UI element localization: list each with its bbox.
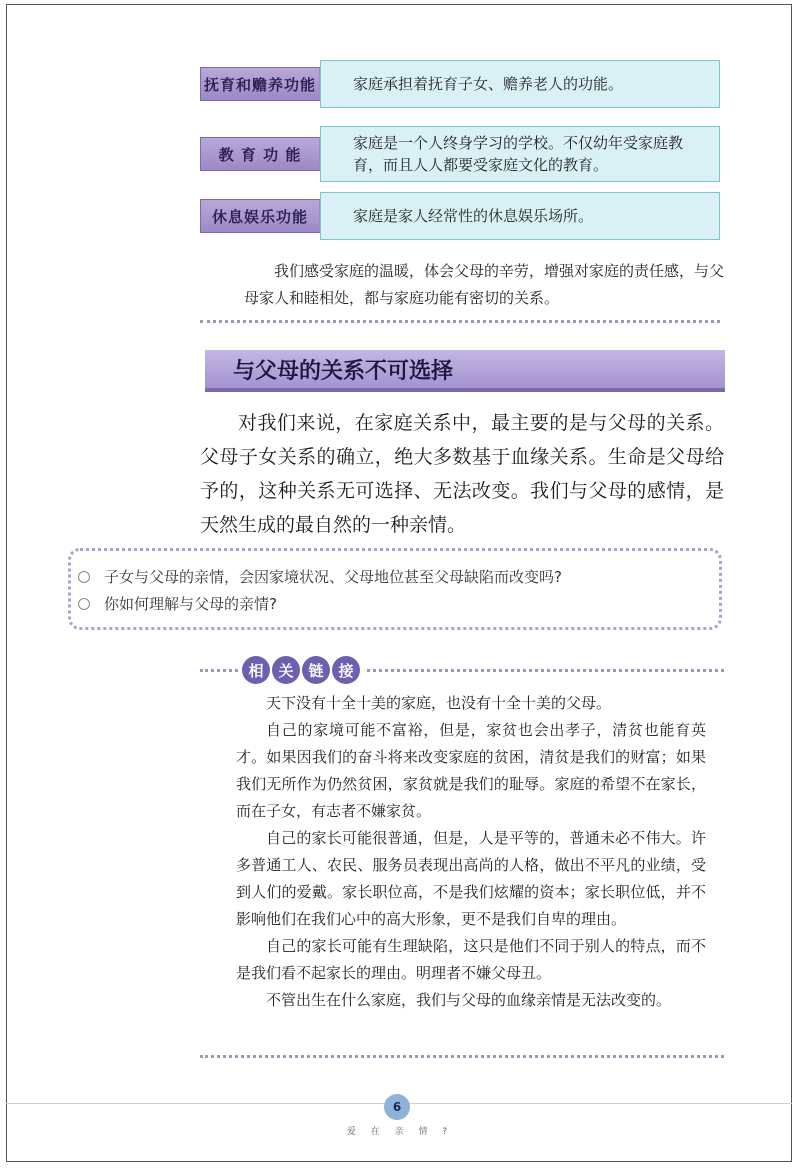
function-label: 休息娱乐功能 [200, 199, 320, 233]
section-title: 与父母的关系不可选择 [205, 350, 725, 392]
badge-char: 关 [272, 656, 300, 684]
function-label: 抚育和赡养功能 [200, 67, 320, 101]
main-paragraph: 对我们来说，在家庭关系中，最主要的是与父母的关系。父母子女关系的确立，绝大多数基于血缘关系。生命是父母给予的，这种关系无可选择、无法改变。我们与父母的感情，是天然生成的最自然的一种亲情。 [200, 412, 724, 536]
question-item [78, 593, 277, 614]
related-links-header [200, 656, 724, 684]
link-paragraph: 自己的家长可能有生理缺陷，这只是他们不同于别人的特点，而不是我们看不起家长的理由。明理者不嫌父母丑。 [236, 937, 706, 982]
question-box [68, 548, 722, 630]
related-links-badge [238, 656, 364, 684]
badge-char: 相 [242, 656, 270, 684]
question-text: 你如何理解与父母的亲情? [104, 595, 277, 613]
badge-char: 接 [332, 656, 360, 684]
divider [200, 1055, 724, 1058]
summary-paragraph: 我们感受家庭的温暖，体会父母的辛劳，增强对家庭的责任感，与父母家人和睦相处，都与家庭功能有密切的关系。 [244, 262, 725, 307]
question-item [78, 566, 562, 587]
divider [200, 320, 720, 323]
function-description: 家庭承担着抚育子女、赡养老人的功能。 [320, 60, 720, 108]
function-description: 家庭是家人经常性的休息娱乐场所。 [320, 192, 720, 240]
link-paragraph: 不管出生在什么家庭，我们与父母的血缘亲情是无法改变的。 [266, 991, 672, 1009]
function-description: 家庭是一个人终身学习的学校。不仅幼年受家庭教育，而且人人都要受家庭文化的教育。 [320, 126, 720, 182]
link-paragraph: 天下没有十全十美的家庭，也没有十全十美的父母。 [266, 694, 612, 712]
function-row-nurture [200, 60, 720, 108]
footer-title: 爱 在 亲 情 ? [346, 1127, 454, 1137]
function-row-leisure [200, 192, 720, 240]
function-row-education [200, 126, 720, 182]
question-text: 子女与父母的亲情，会因家境状况、父母地位甚至父母缺陷而改变吗? [104, 568, 562, 586]
link-paragraph: 自己的家境可能不富裕，但是，家贫也会出孝子，清贫也能育英才。如果因我们的奋斗将来改变家庭的贫困，清贫是我们的财富；如果我们无所作为仍然贫困，家贫就是我们的耻辱。家庭的希望不在家长，而在子女，有志者不嫌家贫。 [236, 721, 706, 820]
related-links-body [236, 690, 706, 1014]
circle-bullet-icon [78, 598, 90, 610]
page-number: 6 [384, 1094, 410, 1120]
link-paragraph: 自己的家长可能很普通，但是，人是平等的，普通未必不伟大。许多普通工人、农民、服务员表现出高尚的人格，做出不平凡的业绩，受到人们的爱戴。家长职位高，不是我们炫耀的资本；家长职位低，并不影响他们在我们心中的高大形象，更不是我们自卑的理由。 [236, 829, 706, 928]
circle-bullet-icon [78, 571, 90, 583]
function-label: 教 育 功 能 [200, 137, 320, 171]
badge-char: 链 [302, 656, 330, 684]
